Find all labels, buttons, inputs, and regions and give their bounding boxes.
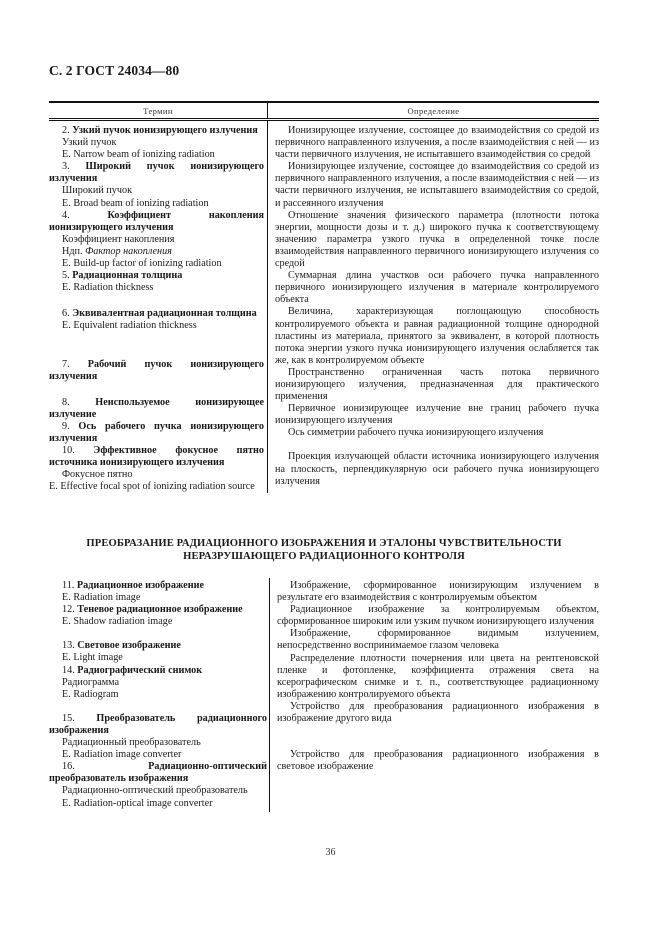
term-entry: 14. Радиографический снимок — [62, 664, 203, 676]
term-entry: 16. Радиационно-оптический преобразователь изображения — [49, 761, 267, 785]
term-entry: 12. Теневое радиационное изображение — [62, 604, 243, 616]
definition: Устройство для преобразования радиационного изображения в световое изображение — [277, 749, 599, 773]
definition: Ионизирующее излучение, состоящее до взаимодействия со средой из первичного направленного излучения, а после взаимодействия с ней — из части первичного излучения, не испытавшего взаимодействия со средой, и рассеянного излучения — [275, 161, 599, 209]
term-english: E. Equivalent radiation thickness — [62, 320, 197, 332]
definition: Суммарная длина участков оси рабочего пучка направленного первичного ионизирующего излучения в материале контролируемого объекта — [275, 270, 599, 306]
definition: Устройство для преобразования радиационного изображения в изображение другого вида — [277, 700, 599, 725]
term-synonym: Широкий пучок — [62, 185, 133, 197]
terms-column — [49, 121, 268, 493]
definition: Проекция излучающей области источника ионизирующего излучения на плоскость, перпендикулярную оси рабочего пучка ионизирующего излучения — [275, 451, 599, 487]
term-entry: 6. Эквивалентная радиационная толщина — [62, 308, 257, 320]
table-body — [49, 578, 599, 812]
term-synonym: Узкий пучок — [62, 137, 117, 149]
definition: Отношение значения физического параметра (плотности потока энергии, мощности дозы и т. д.) широкого пучка к соответствующему значению параметра узкого пучка в определенной точке после взаимодействия направленного первичного ионизирующего излучения со средой — [275, 209, 599, 270]
term-synonym: Радиационный преобразователь — [62, 737, 201, 749]
term-entry: 15. Преобразователь радиационного изображения — [49, 712, 268, 736]
term-english: E. Narrow beam of ionizing radiation — [62, 149, 215, 161]
definition: Ось симметрии рабочего пучка ионизирующего излучения — [288, 427, 544, 439]
column-header-term: Термин — [49, 103, 268, 118]
section-title: ПРЕОБРАЗАНИЕ РАДИАЦИОННОГО ИЗОБРАЖЕНИЯ И ЭТАЛОНЫ ЧУВСТВИТЕЛЬНОСТИ НЕРАЗРУШАЮЩЕГО РАДИАЦИОННОГО КОНТРОЛЯ — [86, 538, 562, 562]
term-entry: 7. Рабочий пучок ионизирующего излучения — [49, 358, 264, 382]
definition: Радиационное изображение за контролируемым объектом, сформированное широким или узким пучком ионизирующего излучения — [277, 604, 599, 628]
term-entry: 4. Коэффициент накопления ионизирующего излучения — [49, 209, 264, 233]
term-english: E. Radiogram — [62, 688, 119, 700]
term-synonym: Радиационно-оптический преобразователь — [62, 785, 248, 797]
terms-table-2 — [49, 578, 599, 812]
term-english: E. Radiation image — [62, 592, 141, 604]
term-english: E. Broad beam of ionizing radiation — [62, 197, 209, 209]
definitions-column — [268, 121, 599, 493]
definition: Изображение, сформированное видимым излучением, непосредственно воспринимаемое глазом человека — [277, 628, 599, 652]
term-synonym: Фокусное пятно — [62, 469, 133, 481]
definition: Пространственно ограниченная часть потока первичного ионизирующего излучения, предназначенная для практического применения — [275, 366, 599, 403]
definition: Распределение плотности почернения или цвета на рентгеновской пленке и фотопленке, коэффициента отражения света на ксерографическом снимке и т. п., соответствующее радиационному изображению контролируемого объекта — [277, 652, 599, 700]
term-deprecated: Ндп. Фактор накопления — [62, 245, 172, 257]
term-english: E. Light image — [62, 652, 123, 664]
term-entry: 3. Широкий пучок ионизирующего излучения — [49, 161, 265, 185]
term-entry: 9. Ось рабочего пучка ионизирующего излучения — [49, 420, 264, 444]
term-synonym: Коэффициент накопления — [62, 233, 175, 245]
definition: Величина, характеризующая поглощающую способность контролируемого объекта и равная радиационной толщине однородной пластины из материала, принятого за эквивалент, в которой плотность потока энергии узкого пучка ионизирующего излучения ослабляется так же, как в контролируемом объекте — [275, 306, 599, 366]
term-english: E. Radiation image converter — [62, 749, 182, 761]
term-entry: 10. Эффективное фокусное пятно источника ионизирующего излучения — [49, 445, 265, 469]
page-number: 36 — [325, 847, 336, 858]
column-header-definition: Определение — [407, 105, 460, 116]
term-english: E. Radiation thickness — [62, 282, 154, 294]
term-entry: 13. Световое изображение — [62, 640, 181, 652]
page-header: С. 2 ГОСТ 24034—80 — [49, 63, 180, 78]
term-entry: 5. Радиационная толщина — [62, 270, 183, 282]
definition: Изображение, сформированное ионизирующим излучением в результате его взаимодействия с контролируемым объектом — [277, 580, 599, 604]
term-english: E. Effective focal spot of ionizing radiation source — [49, 481, 255, 493]
term-english: E. Build-up factor of ionizing radiation — [62, 258, 222, 270]
term-entry: 8. Неиспользуемое ионизирующее излучение — [49, 396, 265, 420]
definition: Первичное ионизирующее излучение вне границ рабочего пучка ионизирующего излучения — [275, 403, 599, 427]
definitions-column — [270, 578, 599, 812]
table-header — [49, 101, 599, 121]
table-body — [49, 121, 599, 493]
terms-table-1 — [49, 101, 599, 493]
term-entry: 11. Радиационное изображение — [62, 580, 204, 591]
term-english: E. Shadow radiation image — [62, 616, 173, 628]
term-synonym: Радиограмма — [62, 676, 120, 688]
definition: Ионизирующее излучение, состоящее до взаимодействия со средой из первичного направленного излучения, а после взаимодействия с ней — из части первичного излучения, не испытавшего взаимодействия со средой — [275, 125, 599, 161]
term-english: E. Radiation-optical image converter — [62, 797, 213, 809]
term-entry: 2. Узкий пучок ионизирующего излучения — [62, 125, 258, 136]
terms-column — [49, 578, 270, 812]
